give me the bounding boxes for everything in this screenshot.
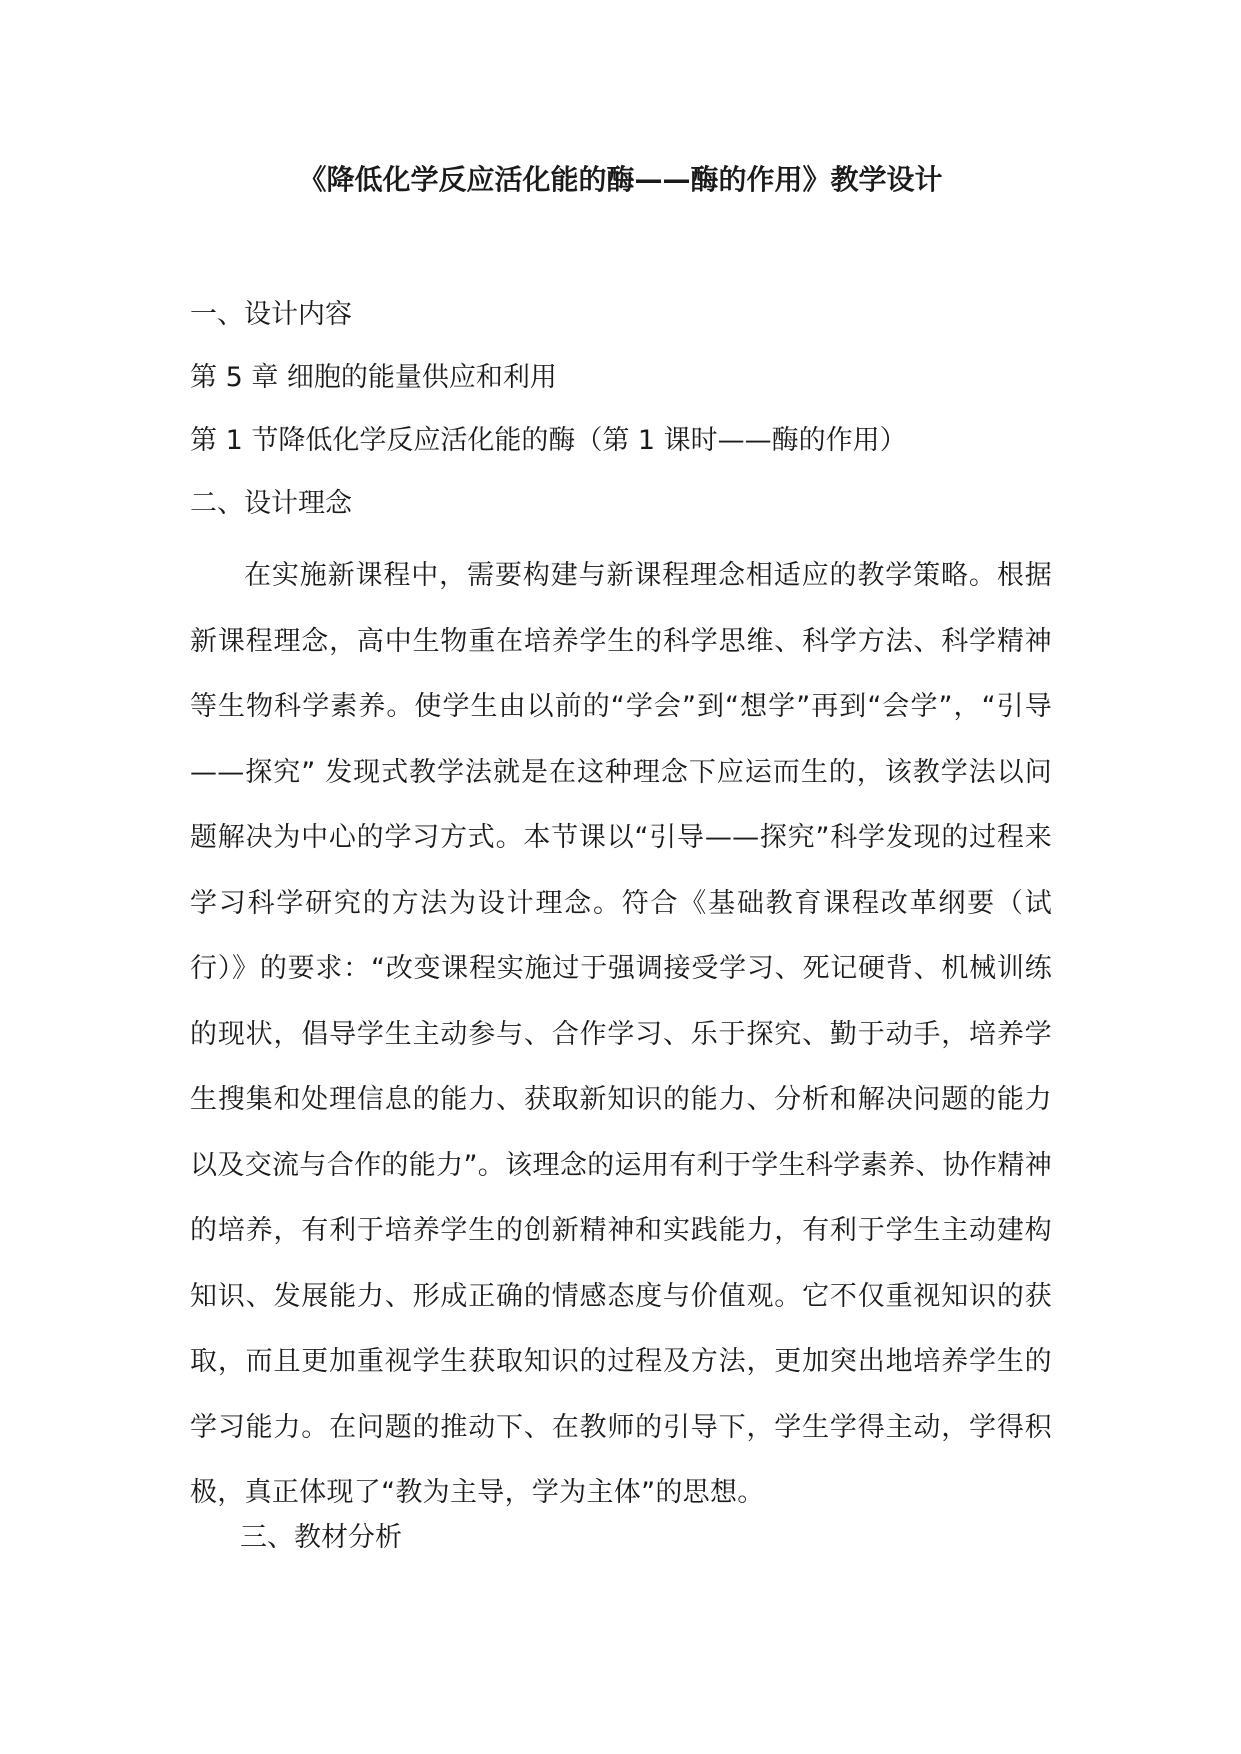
chapter-line: 第 5 章 细胞的能量供应和利用 (190, 362, 557, 393)
section-heading-design-content: 一、设计内容 (190, 299, 352, 330)
design-concept-paragraph: 在实施新课程中，需要构建与新课程理念相适应的教学策略。根据新课程理念，高中生物重在培养学生的科学思维、科学方法、科学精神等生物科学素养。使学生由以前的“学会”到“想学”再到“会学”，“引导——探究” 发现式教学法就是在这种理念下应运而生的，该教学法以问题解决为中心的学习方式。本节课以“引导——探究”科学发现的过程来学习科学研究的方法为设计理念。符合《基础教育课程改革纲要（试行）》的要求：“改变课程实施过于强调接受学习、死记硬背、机械训练的现状，倡导学生主动参与、合作学习、乐于探究、勤于动手，培养学生搜集和处理信息的能力、获取新知识的能力、分析和解决问题的能力以及交流与合作的能力”。该理念的运用有利于学生科学素养、协作精神的培养，有利于培养学生的创新精神和实践能力，有利于学生主动建构知识、发展能力、形成正确的情感态度与价值观。它不仅重视知识的获取，而且更加重视学生获取知识的过程及方法，更加突出地培养学生的学习能力。在问题的推动下、在教师的引导下，学生学得主动，学得积极，真正体现了“教为主导，学为主体”的思想。 (190, 560, 1052, 1508)
section-heading-textbook-analysis: 三、教材分析 (240, 1522, 402, 1553)
document-title: 《降低化学反应活化能的酶——酶的作用》教学设计 (298, 163, 943, 196)
section-line: 第 1 节降低化学反应活化能的酶（第 1 课时——酶的作用） (190, 425, 907, 456)
section-heading-design-concept: 二、设计理念 (190, 488, 352, 519)
